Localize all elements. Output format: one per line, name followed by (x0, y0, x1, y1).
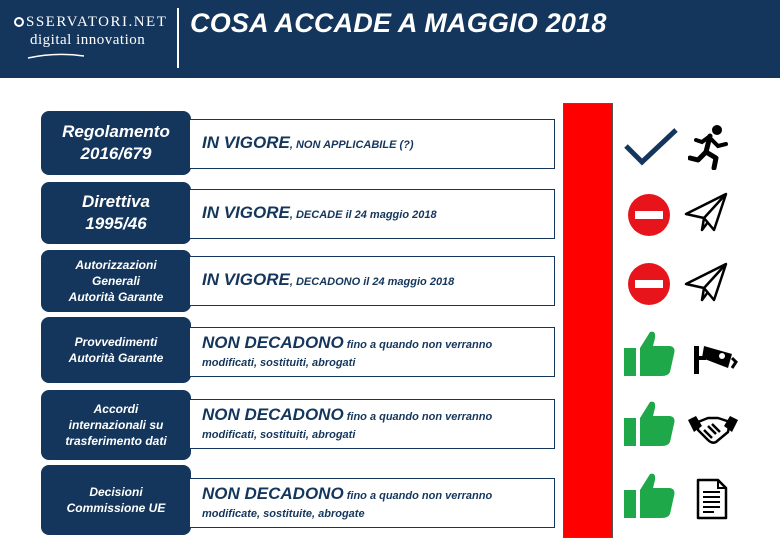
row-status-direttiva (189, 189, 555, 239)
thumbs-up-icon (622, 470, 678, 520)
label-line: Generali (91, 273, 141, 288)
row-label-provvedimenti (41, 317, 191, 383)
status-main: IN VIGORE (202, 133, 290, 152)
no-entry-icon (627, 193, 671, 237)
no-entry-icon (627, 262, 671, 306)
running-person-icon (688, 124, 730, 170)
row-label-decisioni (41, 465, 191, 535)
row-status-accordi (189, 399, 555, 449)
label-line: Autorità Garante (68, 290, 164, 305)
security-camera-icon (692, 340, 738, 376)
row-status-provvedimenti (189, 327, 555, 377)
status-line2: modificate, sostituite, abrogate (202, 507, 365, 520)
status-main: NON DECADONO (202, 404, 344, 424)
status-detail: fino a quando non verranno (343, 338, 493, 351)
label-line: Direttiva (81, 191, 151, 211)
document-icon (696, 478, 728, 520)
label-line: Autorità Garante (68, 351, 164, 365)
label-line: Commissione UE (66, 501, 166, 515)
red-timeline-bar (563, 103, 613, 538)
label-line: Decisioni (89, 484, 143, 499)
status-line2: modificati, sostituiti, abrogati (202, 428, 356, 441)
row-status-regolamento (189, 119, 555, 169)
status-main: NON DECADONO (202, 483, 344, 503)
logo-subtitle: digital innovation (30, 32, 146, 48)
paper-plane-icon (684, 192, 728, 234)
row-label-accordi (41, 390, 191, 460)
thumbs-up-icon (622, 328, 678, 378)
status-detail: fino a quando non verranno (343, 410, 493, 423)
logo (14, 14, 167, 31)
row-label-autorizzazioni (41, 250, 191, 312)
logo-top-text: SSERVATORI.NET (26, 14, 168, 30)
label-line: Provvedimenti (74, 334, 158, 349)
status-detail: fino a quando non verranno (343, 489, 493, 502)
row-label-regolamento (41, 111, 191, 175)
label-line: 1995/46 (85, 214, 147, 233)
label-line: 2016/679 (80, 144, 152, 163)
status-main: NON DECADONO (202, 332, 344, 352)
row-label-direttiva (41, 182, 191, 244)
paper-plane-icon (684, 262, 728, 304)
handshake-icon (686, 412, 740, 446)
label-line: Accordi (93, 401, 139, 416)
status-main: IN VIGORE (202, 203, 290, 222)
thumbs-up-icon (622, 398, 678, 448)
label-line: Autorizzazioni (75, 257, 157, 272)
status-line2: modificati, sostituiti, abrogati (202, 356, 356, 369)
logo-swoosh-icon (26, 50, 86, 60)
page-title: COSA ACCADE A MAGGIO 2018 (190, 8, 607, 38)
checkmark-icon (622, 126, 680, 168)
header-bar (0, 0, 780, 78)
row-status-autorizzazioni (189, 256, 555, 306)
header-divider (177, 8, 179, 68)
label-line: Regolamento (62, 121, 170, 141)
status-detail: , DECADE il 24 maggio 2018 (289, 209, 437, 221)
status-main: IN VIGORE (202, 270, 290, 289)
status-detail: , NON APPLICABILE (?) (289, 139, 414, 151)
key-icon (14, 17, 24, 27)
label-line: trasferimento dati (65, 434, 167, 449)
status-detail: , DECADONO il 24 maggio 2018 (289, 276, 455, 288)
row-status-decisioni (189, 478, 555, 528)
label-line: internazionali su (68, 417, 164, 432)
